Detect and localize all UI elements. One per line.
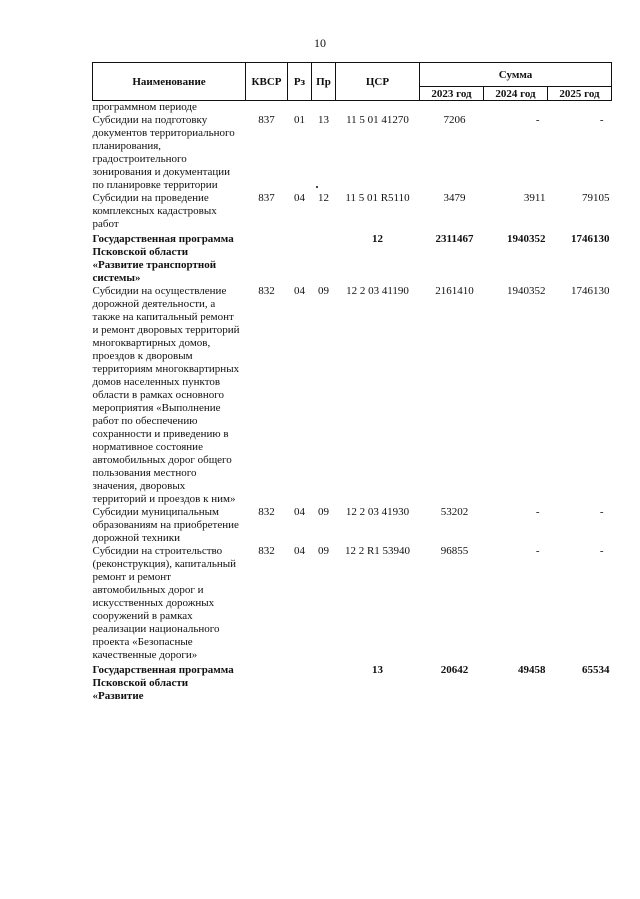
row-csr: 11 5 01 R5110 [345, 192, 410, 204]
row-sum-2025: - [599, 506, 604, 518]
row-sum-2023: 20642 [440, 664, 469, 676]
row-kvsr [246, 231, 288, 285]
row-sum-2023: 2311467 [435, 233, 474, 245]
row-name: Субсидии муниципальным образованиям на приобретение дорожной техники [92, 506, 239, 544]
row-csr: 13 [372, 664, 383, 676]
row-rz: 04 [294, 192, 305, 204]
row-pr: 09 [318, 506, 329, 518]
row-sum-2024: - [535, 545, 540, 557]
table-row [93, 114, 612, 192]
row-name: Государственная программа Псковской области «Развитие [92, 664, 234, 702]
row-sum-2024 [484, 101, 548, 115]
table-row [93, 231, 612, 285]
row-sum-2025: 65534 [582, 664, 610, 676]
row-sum-2023: 2161410 [435, 285, 474, 297]
row-kvsr: 832 [258, 545, 275, 557]
row-sum-2024: 49458 [518, 664, 546, 676]
row-kvsr [246, 101, 288, 115]
row-name: Государственная программа Псковской области «Развитие транспортной системы» [92, 233, 234, 284]
row-pr: 09 [318, 545, 329, 557]
header-name: Наименование [93, 63, 246, 101]
row-sum-2024: 1940352 [507, 233, 546, 245]
row-pr [312, 231, 336, 285]
row-name: Субсидии на осуществление дорожной деятельности, а также на капитальный ремонт и ремонт дворовых территорий многоквартирных домов, проездов к дворовым территориям многоквартирных домов населенных пунктов области в рамках основного мероприятия «Выполнение работ по обеспечению сохранности и приведению в нормативное состояние автомобильных дорог общего пользования местного значения, дворовых территорий и проездов к ним» [92, 285, 240, 505]
row-pr: 12 [318, 192, 329, 204]
row-sum-2023: 7206 [443, 114, 466, 126]
row-sum-2025: 1746130 [571, 233, 610, 245]
row-kvsr: 832 [258, 285, 275, 297]
row-kvsr [246, 662, 288, 703]
row-rz: 04 [294, 506, 305, 518]
row-sum-2025: - [599, 114, 604, 126]
row-sum-2024: - [535, 114, 540, 126]
row-name: Субсидии на строительство (реконструкция), капитальный ремонт и ремонт автомобильных дорог и искусственных дорожных сооружений в рамках реализации национального проекта «Безопасные качественные дороги» [92, 545, 237, 661]
page-number: 10 [314, 36, 326, 50]
table-body [93, 101, 612, 704]
row-csr: 12 2 R1 53940 [344, 545, 411, 557]
row-rz: 04 [294, 545, 305, 557]
header-year-2023: 2023 год [420, 87, 484, 101]
row-csr: 11 5 01 41270 [346, 114, 409, 126]
header-csr: ЦСР [336, 63, 420, 101]
row-sum-2025: 1746130 [571, 285, 610, 297]
row-sum-2023: 53202 [440, 506, 469, 518]
header-year-2024: 2024 год [484, 87, 548, 101]
row-pr: 13 [318, 114, 329, 126]
row-sum-2023: 96855 [440, 545, 469, 557]
table-row [93, 662, 612, 703]
row-name: программном периоде [92, 101, 197, 113]
table-row [93, 506, 612, 545]
row-sum-2024: 1940352 [507, 285, 546, 297]
header-pr: Пр [312, 63, 336, 101]
table-row [93, 545, 612, 662]
header-year-2025: 2025 год [548, 87, 612, 101]
table-header [93, 63, 612, 101]
row-csr: 12 2 03 41190 [346, 285, 409, 297]
row-kvsr: 837 [258, 114, 275, 126]
row-kvsr: 837 [258, 192, 275, 204]
header-kvsr: КВСР [246, 63, 288, 101]
row-kvsr: 832 [258, 506, 275, 518]
table-row [93, 285, 612, 506]
row-name: Субсидии на проведение комплексных кадастровых работ [92, 192, 217, 230]
row-rz [288, 101, 312, 115]
row-pr [312, 662, 336, 703]
row-csr: 12 [372, 233, 383, 245]
budget-table [92, 62, 612, 703]
row-rz: 04 [294, 285, 305, 297]
row-sum-2023: 3479 [443, 192, 466, 204]
header-rz: Рз [288, 63, 312, 101]
row-pr: 09 [318, 285, 329, 297]
row-sum-2025: - [599, 545, 604, 557]
row-rz: 01 [294, 114, 305, 126]
row-csr: 12 2 03 41930 [345, 506, 410, 518]
row-sum-2025 [548, 101, 612, 115]
row-pr [312, 101, 336, 115]
row-rz [288, 662, 312, 703]
row-sum-2024: - [535, 506, 540, 518]
row-sum-2024: 3911 [523, 192, 546, 204]
table-row [93, 101, 612, 115]
header-sum: Сумма [420, 63, 612, 87]
row-name: Субсидии на подготовку документов территориального планирования, градостроительного зонирования и документации по планировке территории [92, 114, 235, 191]
row-csr [336, 101, 420, 115]
row-rz [288, 231, 312, 285]
row-sum-2025: 79105 [582, 192, 610, 204]
row-sum-2023 [420, 101, 484, 115]
table-row [93, 192, 612, 231]
